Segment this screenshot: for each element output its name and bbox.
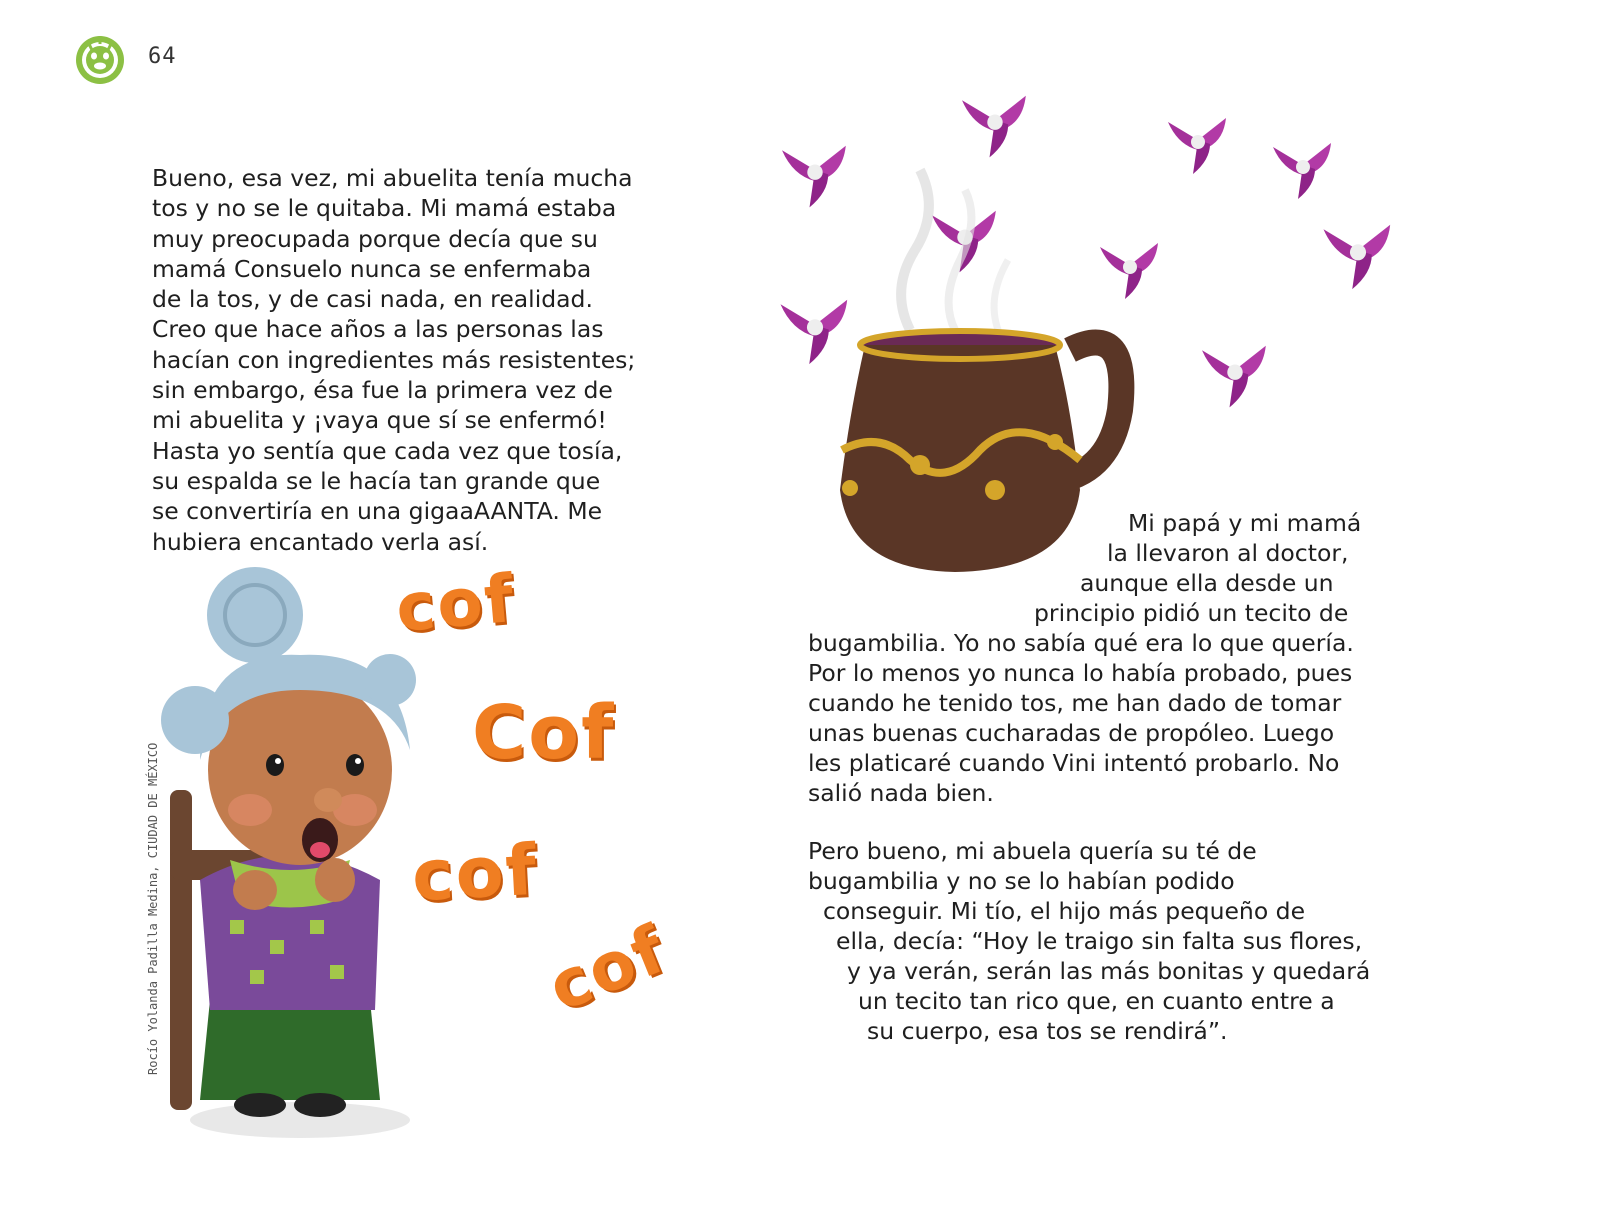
text-line: tos y no se le quitaba. Mi mamá estaba bbox=[152, 194, 617, 223]
text-line: bugambilia. Yo no sabía qué era lo que quería. bbox=[808, 629, 1354, 657]
text-line: de la tos, y de casi nada, en realidad. bbox=[152, 285, 593, 314]
text-line: aunque ella desde un bbox=[1080, 569, 1334, 597]
cough-word: cof bbox=[409, 828, 541, 918]
text-line: y ya verán, serán las más bonitas y quedará bbox=[847, 957, 1371, 985]
text-line: salió nada bien. bbox=[808, 779, 994, 807]
text-line: muy preocupada porque decía que su bbox=[152, 224, 598, 253]
text-line: se convertiría en una gigaaAANTA. Me bbox=[152, 497, 603, 526]
text-line: hubiera encantado verla así. bbox=[152, 527, 489, 556]
left-paragraph bbox=[152, 163, 635, 557]
text-line: mi abuelita y ¡vaya que sí se enfermó! bbox=[152, 406, 607, 435]
illustration-credit: Rocío Yolanda Padilla Medina, CIUDAD DE MÉXICO bbox=[146, 742, 160, 1075]
cough-word: Cof bbox=[472, 690, 616, 776]
cough-word: cof bbox=[537, 910, 678, 1027]
text-line: Mi papá y mi mamá bbox=[1128, 509, 1362, 537]
text-line: mamá Consuelo nunca se enfermaba bbox=[152, 254, 592, 283]
text-line: les platicaré cuando Vini intentó probarlo. No bbox=[808, 749, 1340, 777]
text-line: Por lo menos yo nunca lo había probado, pues bbox=[808, 659, 1353, 687]
cough-word: cof bbox=[392, 559, 519, 648]
text-line: la llevaron al doctor, bbox=[1107, 539, 1349, 567]
page-number: 64 bbox=[148, 44, 177, 69]
text-line: conseguir. Mi tío, el hijo más pequeño de bbox=[823, 897, 1306, 925]
text-line: Pero bueno, mi abuela quería su té de bbox=[808, 837, 1257, 865]
text-line: Bueno, esa vez, mi abuelita tenía mucha bbox=[152, 164, 633, 192]
text-line: su espalda se le hacía tan grande que bbox=[152, 466, 601, 495]
text-line: bugambilia y no se lo habían podido bbox=[808, 867, 1235, 895]
text-line: Creo que hace años a las personas las bbox=[152, 315, 604, 344]
text-line: sin embargo, ésa fue la primera vez de bbox=[152, 376, 613, 405]
text-line: hacían con ingredientes más resistentes; bbox=[152, 345, 636, 374]
text-line: unas buenas cucharadas de propóleo. Luego bbox=[808, 719, 1335, 747]
text-line: su cuerpo, esa tos se rendirá”. bbox=[867, 1017, 1228, 1045]
logo-badge-icon bbox=[74, 34, 126, 86]
text-line: Hasta yo sentía que cada vez que tosía, bbox=[152, 436, 623, 465]
grandmother-illustration bbox=[160, 560, 440, 1140]
text-line: principio pidió un tecito de bbox=[1034, 599, 1349, 627]
text-line: cuando he tenido tos, me han dado de tomar bbox=[808, 689, 1342, 717]
text-line: un tecito tan rico que, en cuanto entre a bbox=[858, 987, 1335, 1015]
text-line: ella, decía: “Hoy le traigo sin falta sus flores, bbox=[836, 927, 1363, 955]
